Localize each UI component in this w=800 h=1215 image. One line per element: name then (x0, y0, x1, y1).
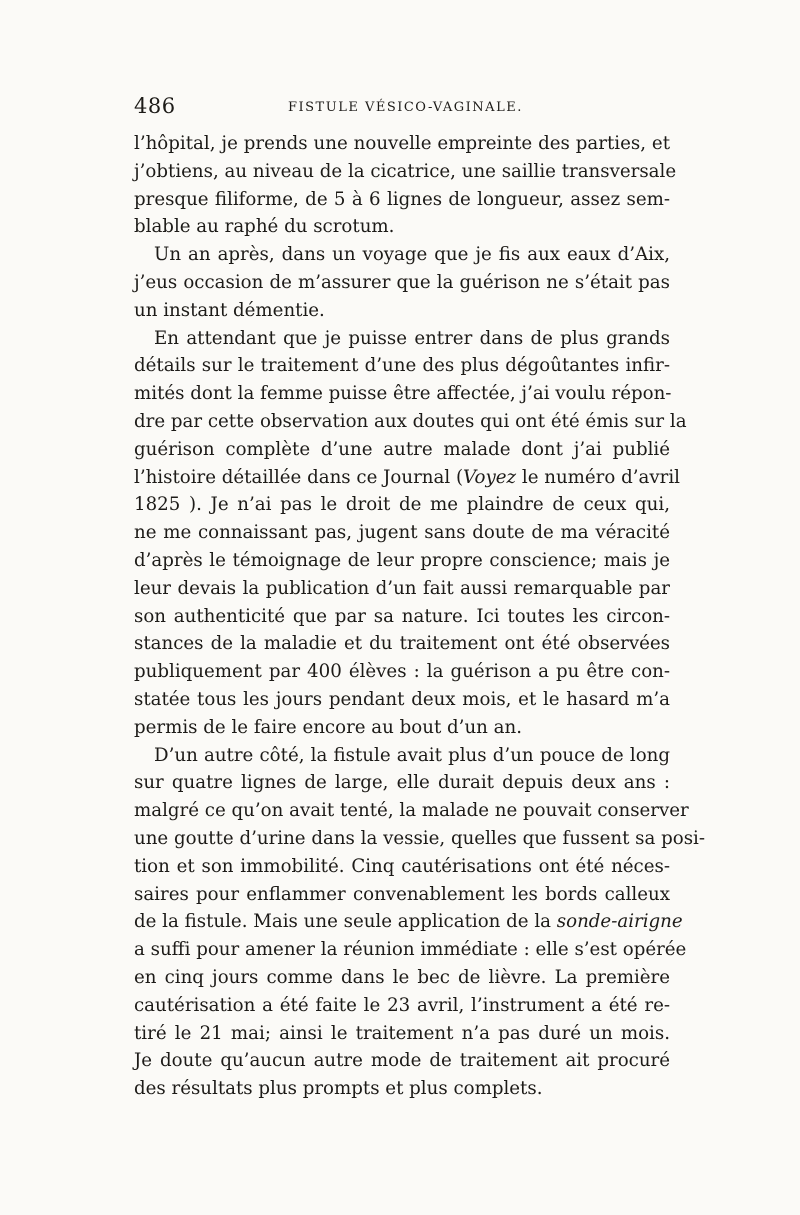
text-line: a suffi pour amener la réunion immédiate : elle s’est opérée (134, 939, 687, 961)
running-title: FISTULE VÉSICO-VAGINALE. (288, 100, 523, 115)
text-line: permis de le faire encore au bout d’un an. (134, 716, 523, 738)
text-line: j’obtiens, au niveau de la cicatrice, une saillie transversale (134, 160, 677, 182)
text-line: statée tous les jours pendant deux mois, et le hasard m’a (134, 688, 670, 710)
text-line: malgré ce qu’on avait tenté, la malade ne pouvait conserver (134, 800, 689, 822)
text-line: des résultats plus prompts et plus complets. (134, 1078, 543, 1100)
paragraph (134, 742, 706, 1103)
text-line: blable au raphé du scrotum. (134, 216, 395, 238)
text-line: ne me connaissant pas, jugent sans doute de ma véracité (134, 522, 670, 544)
text-line: presque filiforme, de 5 à 6 lignes de longueur, assez sem- (134, 188, 670, 210)
text-line: dre par cette observation aux doutes qui ont été émis sur la (134, 410, 687, 432)
paragraph (134, 241, 670, 324)
text-line: cautérisation a été faite le 23 avril, l’instrument a été re- (134, 994, 670, 1016)
text-line: saires pour enflammer convenablement les bords calleux (134, 883, 670, 905)
text-line: Je doute qu’aucun autre mode de traitement ait procuré (134, 1050, 670, 1072)
italic-term: sonde-airigne (556, 911, 683, 933)
text-line: Un an après, dans un voyage que je fis aux eaux d’Aix, (154, 244, 670, 266)
paragraph (134, 325, 687, 742)
text-line: en cinq jours comme dans le bec de lièvre. La première (134, 966, 670, 988)
text-line: publiquement par 400 élèves : la guérison a pu être con- (134, 661, 670, 683)
page-header (134, 94, 670, 128)
text-line: tion et son immobilité. Cinq cautérisations ont été néces- (134, 855, 670, 877)
text-line: un instant démentie. (134, 299, 325, 321)
text-line: guérison complète d’une autre malade dont j’ai publié (134, 438, 670, 460)
body-text (134, 130, 706, 1103)
text-line: son authenticité que par sa nature. Ici toutes les circon- (134, 605, 670, 627)
text-line: j’eus occasion de m’assurer que la guérison ne s’était pas (134, 271, 670, 293)
text-line: leur devais la publication d’un fait aussi remarquable par (134, 577, 670, 599)
text-line: d’après le témoignage de leur propre conscience; mais je (134, 549, 670, 571)
text-line: l’histoire détaillée dans ce Journal (Voyez le numéro d’avril (134, 466, 680, 488)
text-line: l’hôpital, je prends une nouvelle empreinte des parties, et (134, 133, 670, 154)
paragraph (134, 130, 677, 241)
book-page (134, 94, 706, 1103)
italic-term: Voyez (463, 466, 517, 488)
text-line: de la fistule. Mais une seule application de la sonde-airigne (134, 911, 683, 933)
text-line: D’un autre côté, la fistule avait plus d’un pouce de long (154, 744, 670, 766)
text-line: mités dont la femme puisse être affectée, j’ai voulu répon- (134, 383, 672, 405)
text-line: sur quatre lignes de large, elle durait depuis deux ans : (134, 772, 670, 794)
text-line: une goutte d’urine dans la vessie, quelles que fussent sa posi- (134, 827, 706, 849)
page-number: 486 (134, 94, 176, 118)
text-line: 1825 ). Je n’ai pas le droit de me plaindre de ceux qui, (134, 494, 670, 516)
text-line: tiré le 21 mai; ainsi le traitement n’a pas duré un mois. (134, 1022, 670, 1044)
text-line: détails sur le traitement d’une des plus dégoûtantes infir- (134, 355, 670, 377)
text-line: stances de la maladie et du traitement ont été observées (134, 633, 670, 655)
text-line: En attendant que je puisse entrer dans de plus grands (154, 327, 670, 349)
